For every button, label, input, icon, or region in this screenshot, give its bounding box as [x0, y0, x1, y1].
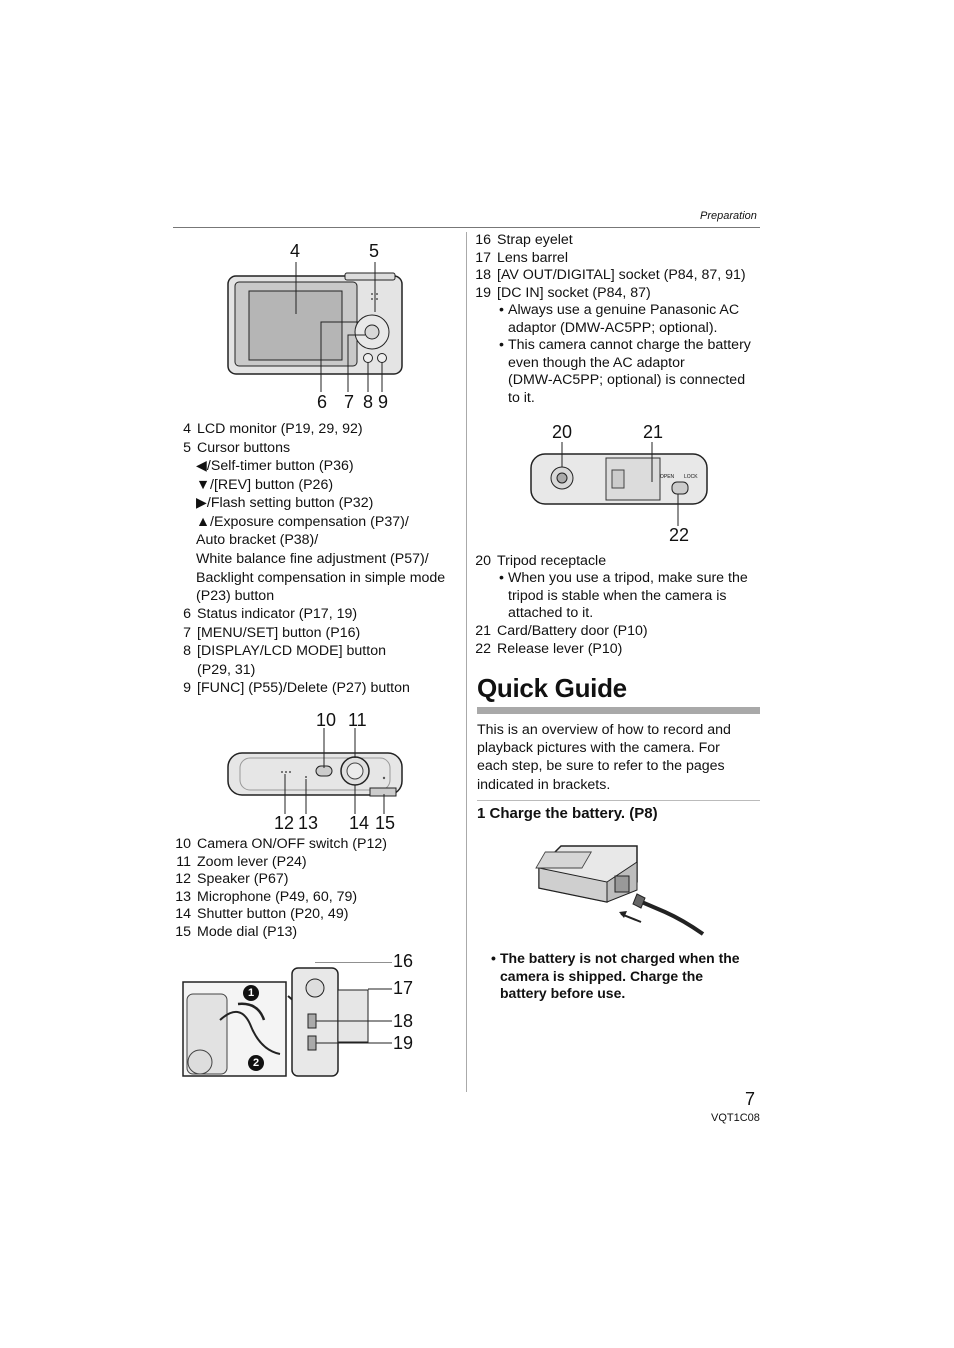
list-item [473, 285, 763, 303]
warning-line: camera is shipped. Charge the [500, 967, 704, 984]
intro-line: playback pictures with the camera. For [477, 740, 720, 757]
item-text: LCD monitor (P19, 29, 92) [197, 421, 363, 437]
warning-line: The battery is not charged when the [500, 950, 740, 966]
callout-14: 14 [349, 813, 370, 833]
bullet-line: even though the AC adaptor [508, 354, 685, 371]
cursor-sub-item: (P23) button [196, 588, 275, 605]
callout-8: 8 [363, 392, 374, 412]
callout-12: 12 [274, 813, 295, 833]
item-number: 11 [176, 853, 191, 870]
item-number: 16 [475, 232, 491, 248]
item-text: Camera ON/OFF switch (P12) [197, 836, 387, 852]
item-number: 5 [183, 439, 191, 456]
list-item [473, 553, 763, 571]
step-2-marker: 2 [248, 1055, 264, 1071]
list-item [173, 606, 463, 625]
callout-19: 19 [393, 1033, 414, 1053]
callout-9: 9 [378, 392, 389, 412]
quick-guide-intro [477, 721, 731, 794]
cursor-sub-item: White balance fine adjustment (P57)/ [196, 550, 429, 567]
callout-5: 5 [369, 241, 380, 261]
list-item [473, 623, 763, 641]
cursor-sub-item: ▼/[REV] button (P26) [196, 476, 334, 493]
callout-15: 15 [375, 813, 396, 833]
list-item [173, 643, 463, 662]
bullet-dot: • [499, 337, 504, 353]
bullet-line: to it. [508, 389, 535, 406]
item-number: 13 [175, 888, 191, 905]
item-text: [DC IN] socket (P84, 87) [497, 284, 651, 301]
list-item [473, 232, 763, 250]
list-item [173, 854, 463, 872]
section-header: Preparation [700, 210, 757, 222]
list-item [173, 680, 463, 699]
item-text: (P29, 31) [197, 661, 256, 678]
item-number: 18 [475, 267, 491, 284]
item-text: Zoom lever (P24) [197, 853, 307, 870]
intro-line: each step, be sure to refer to the pages [477, 758, 725, 775]
header-rule [173, 227, 760, 228]
bullet-dot: • [499, 302, 504, 318]
warning-line: battery before use. [500, 985, 626, 1002]
list-item [173, 924, 463, 942]
step-heading [477, 805, 658, 822]
callout-20: 20 [552, 422, 573, 442]
bullet-dot: • [491, 950, 496, 966]
item-number: 20 [475, 553, 491, 569]
page-number: 7 [745, 1089, 756, 1109]
item-text: [DISPLAY/LCD MODE] button [197, 643, 386, 660]
section-rule [477, 800, 760, 801]
callout-11: 11 [348, 710, 367, 730]
callout-21: 21 [643, 422, 664, 442]
item-text: Shutter button (P20, 49) [197, 906, 349, 923]
item-number: 15 [175, 923, 191, 940]
item-number: 7 [183, 624, 191, 641]
bullet-line: When you use a tripod, make sure the [508, 570, 748, 586]
list-item [173, 662, 463, 681]
bullet-line: attached to it. [508, 605, 594, 622]
item-text: Strap eyelet [497, 232, 573, 248]
item-text: Card/Battery door (P10) [497, 623, 648, 639]
item-text: Microphone (P49, 60, 79) [197, 888, 358, 905]
column-divider [466, 232, 467, 1092]
lever-open-label: OPEN [660, 474, 675, 480]
callout-18: 18 [393, 1011, 414, 1031]
cursor-sub-item: ▶/Flash setting button (P32) [196, 495, 374, 512]
camera-back-illustration [220, 262, 410, 396]
list-item [473, 641, 763, 659]
callout-13: 13 [298, 813, 319, 833]
list-item [473, 250, 763, 268]
item-text: Speaker (P67) [197, 871, 289, 888]
bullet-dot: • [499, 570, 504, 586]
item-text: Tripod receptacle [497, 553, 607, 569]
bullet-line: adaptor (DMW-AC5PP; optional). [508, 319, 718, 336]
list-item [173, 871, 463, 889]
callout-22: 22 [669, 525, 690, 545]
list-item [173, 440, 463, 459]
bullet-item [499, 570, 759, 624]
item-number: 6 [183, 606, 191, 622]
camera-top-illustration [224, 728, 406, 814]
quick-guide-title: Quick Guide [477, 673, 627, 703]
step-text: Charge the battery. (P8) [489, 805, 658, 822]
cursor-sub-item: ◀/Self-timer button (P36) [196, 458, 354, 474]
item-number: 4 [183, 421, 191, 437]
camera-bottom-illustration [528, 442, 710, 526]
list-item [173, 421, 463, 440]
step-1-marker: 1 [243, 985, 259, 1001]
list-item [173, 836, 463, 854]
item-number: 19 [475, 284, 491, 301]
bullet-line: (DMW-AC5PP; optional) is connected [508, 372, 746, 389]
item-text: [FUNC] (P55)/Delete (P27) button [197, 680, 410, 697]
item-number: 10 [175, 836, 191, 852]
cursor-sub-item: Backlight compensation in simple mode [196, 569, 446, 586]
callout-4: 4 [290, 241, 301, 261]
callout-7: 7 [344, 392, 355, 412]
list-item [173, 906, 463, 924]
callout-17: 17 [393, 978, 414, 998]
bullet-item [499, 337, 759, 409]
item-text: Release lever (P10) [497, 640, 623, 657]
item-text: Mode dial (P13) [197, 923, 298, 940]
item-text: Status indicator (P17, 19) [197, 606, 358, 622]
cursor-sub-item: Auto bracket (P38)/ [196, 532, 319, 549]
item-number: 12 [175, 871, 191, 888]
strap-side-illustration [180, 962, 392, 1080]
list-item [473, 267, 763, 285]
bullet-line: tripod is stable when the camera is [508, 587, 727, 604]
bullet-line: Always use a genuine Panasonic AC [508, 302, 740, 318]
item-number: 8 [183, 643, 191, 660]
item-text: [AV OUT/DIGITAL] socket (P84, 87, 91) [497, 267, 746, 284]
battery-charger-illustration [533, 842, 705, 938]
cursor-sub-item: ▲/Exposure compensation (P37)/ [196, 513, 409, 530]
item-number: 9 [183, 680, 191, 697]
bullet-item [499, 302, 759, 338]
document-code: VQT1C08 [711, 1112, 760, 1124]
item-number: 22 [475, 640, 491, 657]
callout-6: 6 [317, 392, 328, 412]
item-number: 21 [475, 623, 491, 639]
item-text: [MENU/SET] button (P16) [197, 624, 361, 641]
item-text: Cursor buttons [197, 439, 291, 456]
item-text: Lens barrel [497, 249, 568, 266]
title-underline-bar [477, 707, 760, 714]
callout-16: 16 [393, 951, 414, 971]
callout-10: 10 [316, 710, 337, 730]
step-number: 1 [477, 805, 486, 822]
item-number: 17 [475, 249, 491, 266]
lever-lock-label: LOCK [684, 474, 698, 480]
item-number: 14 [175, 906, 191, 923]
list-item [173, 625, 463, 644]
bullet-line: This camera cannot charge the battery [508, 337, 751, 353]
list-item [173, 889, 463, 907]
intro-line: indicated in brackets. [477, 776, 611, 793]
intro-line: This is an overview of how to record and [477, 722, 731, 738]
